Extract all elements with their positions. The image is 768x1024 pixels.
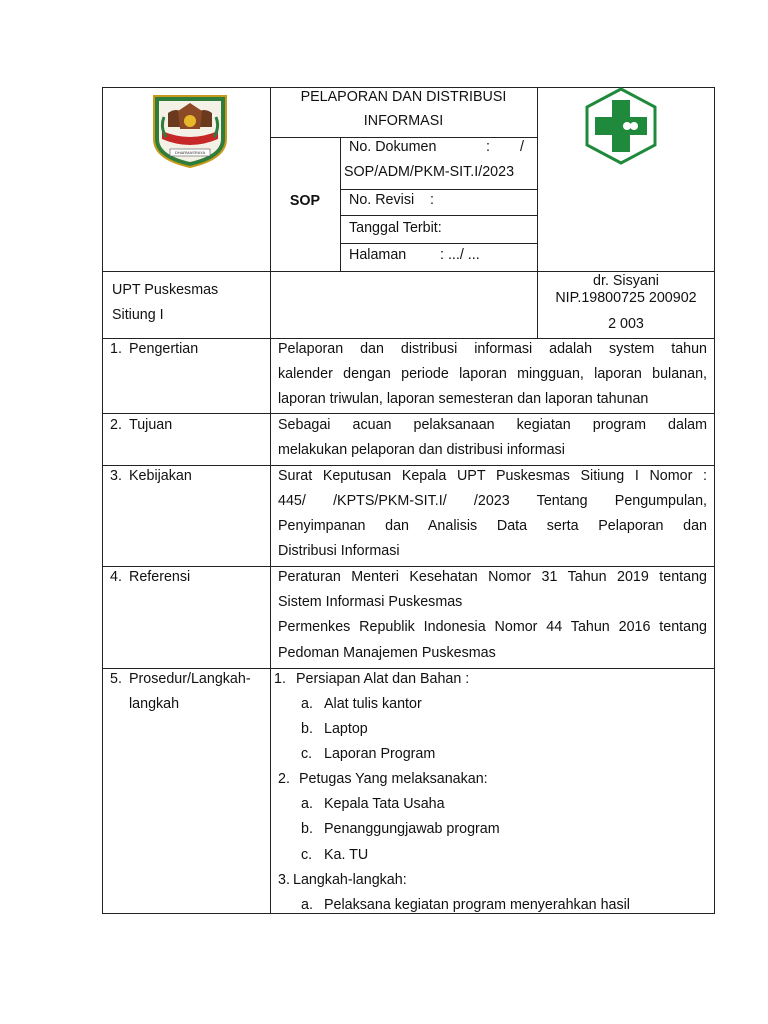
- section-number: 4.: [110, 569, 122, 585]
- kebijakan-line: Surat Keputusan Kepala UPT Puskesmas Sitiung I Nomor :: [278, 468, 707, 484]
- document-number-label: No. Dokumen: [349, 139, 437, 155]
- list-marker: b.: [301, 721, 313, 737]
- step-number: 2.: [278, 771, 290, 787]
- list-marker: b.: [301, 821, 313, 837]
- signer-name: dr. Sisyani: [593, 273, 659, 289]
- referensi-line: Pedoman Manajemen Puskesmas: [278, 645, 496, 661]
- list-marker: a.: [301, 696, 313, 712]
- signer-nip: NIP.19800725 200902: [555, 290, 697, 306]
- list-item: Laporan Program: [324, 746, 436, 762]
- section-label-tujuan: Tujuan: [129, 417, 173, 433]
- sop-label: SOP: [289, 193, 321, 209]
- list-item: Ka. TU: [324, 847, 369, 863]
- signer-nip-line2: 2 003: [608, 316, 644, 332]
- step-number: 3.: [278, 872, 290, 888]
- document-title: PELAPORAN DAN DISTRIBUSI: [300, 89, 507, 105]
- list-item: Laptop: [324, 721, 368, 737]
- organization-name-line2: Sitiung I: [112, 307, 164, 323]
- pengertian-line: kalender dengan periode laporan mingguan, laporan bulanan,: [278, 366, 707, 382]
- step-title: Langkah-langkah:: [293, 872, 407, 888]
- section-label-pengertian: Pengertian: [129, 341, 199, 357]
- list-marker: c.: [301, 746, 313, 762]
- kebijakan-line: 445/ /KPTS/PKM-SIT.I/ /2023 Tentang Pengumpulan,: [278, 493, 707, 509]
- pengertian-line: Pelaporan dan distribusi informasi adalah system tahun: [278, 341, 707, 357]
- revision-number: No. Revisi :: [349, 192, 435, 208]
- section-label-prosedur: Prosedur/Langkah-: [129, 671, 251, 687]
- regency-logo: [150, 93, 230, 169]
- step-title: Persiapan Alat dan Bahan :: [296, 671, 470, 687]
- tujuan-line: melakukan pelaporan dan distribusi informasi: [278, 442, 565, 458]
- list-item: Penanggungjawab program: [324, 821, 500, 837]
- pengertian-line: laporan triwulan, laporan semesteran dan laporan tahunan: [278, 391, 649, 407]
- issue-date: Tanggal Terbit:: [349, 220, 442, 236]
- referensi-line: Peraturan Menteri Kesehatan Nomor 31 Tahun 2019 tentang: [278, 569, 707, 585]
- list-item: Pelaksana kegiatan program menyerahkan hasil: [324, 897, 630, 913]
- health-ministry-logo: [583, 86, 659, 166]
- page-label: Halaman: [349, 247, 407, 263]
- kebijakan-line: Distribusi Informasi: [278, 543, 400, 559]
- document-number-slash: /: [520, 139, 524, 155]
- document-number-value: SOP/ADM/PKM-SIT.I/2023: [344, 164, 515, 180]
- kebijakan-line: Penyimpanan dan Analisis Data serta Pelaporan dan: [278, 518, 707, 534]
- section-number: 3.: [110, 468, 122, 484]
- section-label-prosedur-line2: langkah: [129, 696, 180, 712]
- step-number: 1.: [274, 671, 286, 687]
- section-label-kebijakan: Kebijakan: [129, 468, 192, 484]
- page-value: : .../ ...: [440, 247, 480, 263]
- list-marker: c.: [301, 847, 313, 863]
- list-marker: a.: [301, 796, 313, 812]
- document-number-colon: :: [486, 139, 490, 155]
- list-marker: a.: [301, 897, 313, 913]
- list-item: Kepala Tata Usaha: [324, 796, 445, 812]
- document-title-line2: INFORMASI: [363, 113, 444, 129]
- section-number: 1.: [110, 341, 122, 357]
- tujuan-line: Sebagai acuan pelaksanaan kegiatan program dalam: [278, 417, 707, 433]
- section-number: 2.: [110, 417, 122, 433]
- section-label-referensi: Referensi: [129, 569, 191, 585]
- step-title: Petugas Yang melaksanakan:: [299, 771, 488, 787]
- referensi-line: Permenkes Republik Indonesia Nomor 44 Tahun 2016 tentang: [278, 619, 707, 635]
- section-number: 5.: [110, 671, 122, 687]
- referensi-line: Sistem Informasi Puskesmas: [278, 594, 463, 610]
- organization-name: UPT Puskesmas: [112, 282, 219, 298]
- regency-logo-caption: DHARMASRAYA: [174, 150, 206, 155]
- list-item: Alat tulis kantor: [324, 696, 422, 712]
